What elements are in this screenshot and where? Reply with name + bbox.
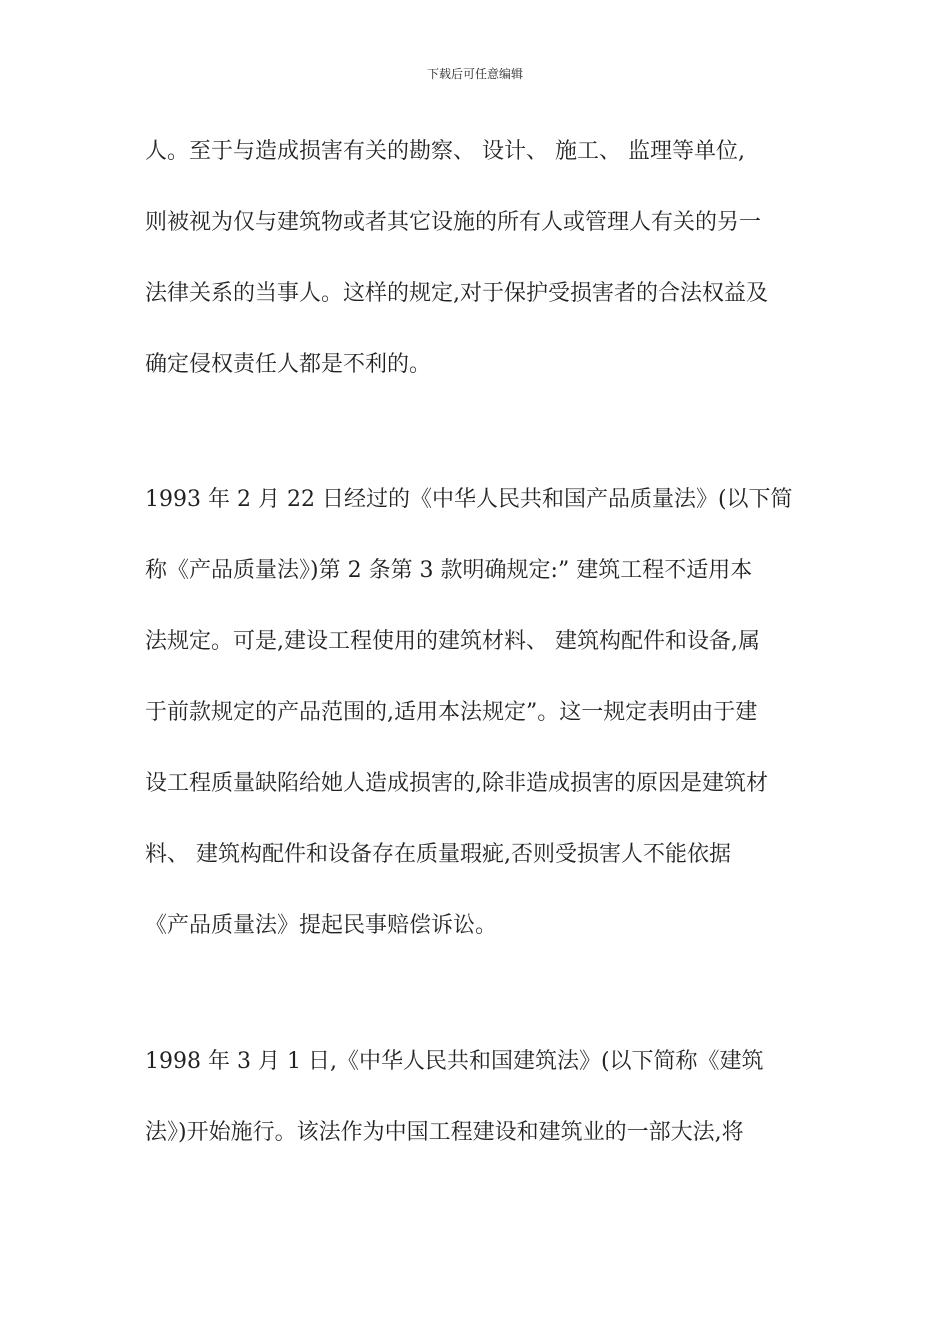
paragraph-1 (145, 116, 825, 400)
text-line: 法规定。可是,建设工程使用的建筑材料、 建筑构配件和设备,属 (145, 629, 760, 654)
text-line: 确定侵权责任人都是不利的。 (145, 352, 432, 377)
paragraph-3 (145, 1026, 825, 1168)
text-line: 于前款规定的产品范围的,适用本法规定”。这一规定表明由于建 (145, 700, 758, 725)
text-line: 料、 建筑构配件和设备存在质量瑕疵,否则受损害人不能依据 (145, 842, 731, 867)
text-line: 1998 年 3 月 1 日,《中华人民共和国建筑法》(以下简称《建筑 (145, 1049, 764, 1074)
text-line: 法》)开始施行。该法作为中国工程建设和建筑业的一部大法,将 (145, 1120, 744, 1145)
text-line: 人。至于与造成损害有关的勘察、 设计、 施工、 监理等单位, (145, 139, 745, 164)
text-line: 设工程质量缺陷给她人造成损害的,除非造成损害的原因是建筑材 (145, 771, 768, 796)
text-line: 称《产品质量法》)第 2 条第 3 款明确规定:” 建筑工程不适用本 (145, 558, 753, 583)
text-line: 法律关系的当事人。这样的规定,对于保护受损害者的合法权益及 (145, 281, 768, 306)
text-line: 1993 年 2 月 22 日经过的《中华人民共和国产品质量法》(以下简 (145, 487, 793, 512)
text-line: 则被视为仅与建筑物或者其它设施的所有人或管理人有关的另一 (145, 210, 762, 235)
page-header: 下载后可任意编辑 (426, 67, 523, 81)
text-line: 《产品质量法》提起民事赔偿诉讼。 (145, 913, 498, 938)
paragraph-2 (145, 464, 825, 961)
